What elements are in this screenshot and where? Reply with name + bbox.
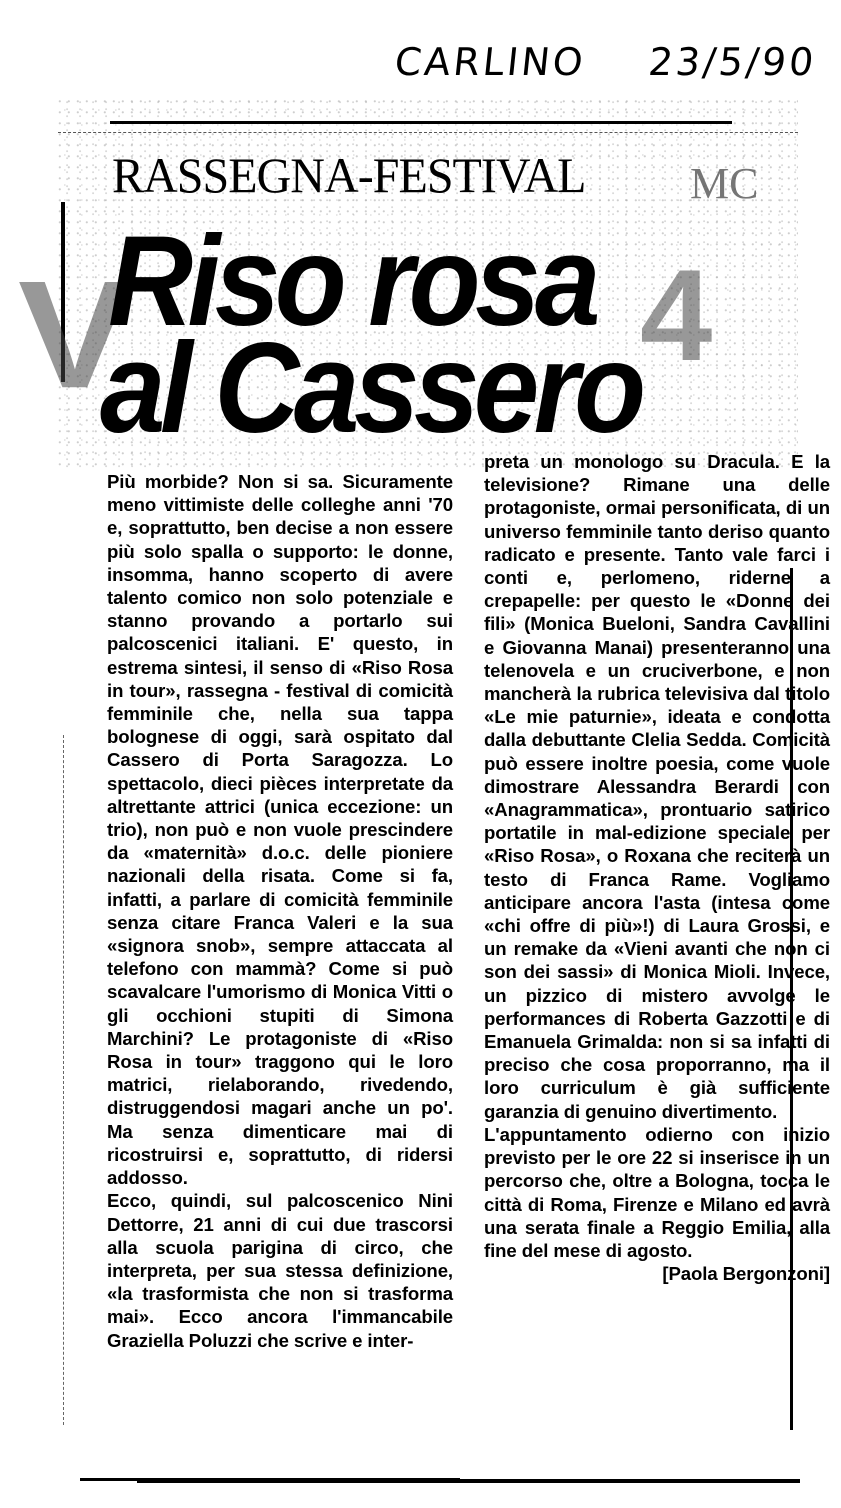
left-column-border [63,735,65,1425]
handwritten-date: 23/5/90 [646,40,819,84]
background-bleed-v: V [18,249,132,421]
top-rule-thin [58,132,798,134]
kicker-bleed-text: MC [690,159,759,208]
headline-line-1: Riso rosa [108,210,595,353]
paragraph: Ecco, quindi, sul palcoscenico Nini Dettorre, 21 anni di cui due trascorsi alla scuola parigina di circo, che interpreta, per sua stessa definizione, «la trasformista che non si trasforma mai». Ecco ancora l'immancabile Graziella Poluzzi che scrive e inter- [107,1190,453,1351]
handwritten-newspaper-name: CARLINO [392,40,588,84]
paragraph: preta un monologo su Dracula. E la televisione? Rimane una delle protagoniste, ormai personificata, di un universo femminile tanto deriso quanto radicato e presente. Tanto vale farci i conti e, perlomeno, riderne a crepapelle: per questo le «Donne dei fili» (Monica Bueloni, Sandra Cavallini e Giovanna Manai) presenteranno una telenovela e un cruciverbone, e non mancherà la rubrica televisiva dal titolo «Le mie paturnie», ideata e condotta dalla debuttante Clelia Sedda. Comicità può essere inoltre poesia, come vuole dimostrare Alessandra Berardi con «Anagrammatica», prontuario satirico portatile in mal-edizione speciale per «Riso Rosa», o Roxana che reciterà un testo di Franca Rame. Vogliamo anticipare ancora l'asta (intesa come «chi offre di più»!) di Laura Grossi, e un remake da «Vieni avanti che non ci son dei sassi» di Monica Mioli. Invece, un pizzico di mistero avvolge le performances di Roberta Gazzotti e di Emanuela Grimalda: non si sa infatti di preciso che cosa proporranno, ma il loro curriculum è già sufficiente garanzia di genuino divertimento. [484,451,830,1122]
paragraph: L'appuntamento odierno con inizio previsto per le ore 22 si inserisce in un percorso che, oltre a Bologna, tocca le città di Roma, Firenze e Milano ed avrà una serata finale a Reggio Emilia, alla fine del mese di agosto. [484,1123,830,1261]
article-column-right [484,450,830,1285]
article-column-left [107,470,453,1352]
headline-line-2: al Cassero [100,317,641,460]
byline: [Paola Bergonzoni] [662,1263,830,1285]
paragraph: Più morbide? Non si sa. Sicuramente meno vittimiste delle colleghe anni '70 e, soprattutto, ben decise a non essere più solo spalla o supporto: le donne, insomma, hanno scoperto di avere talento comico non solo potenziale e stanno provando a portarlo sui palcoscenici italiani. E' questo, in estrema sintesi, il senso di «Riso Rosa in tour», rassegna - festival di comicità femminile che, nella sua tappa bolognese di oggi, sarà ospitato dal Cassero di Porta Saragozza. Lo spettacolo, dieci pièces interpretate da altrettante attrici (unica eccezione: un trio), non può e non vuole prescindere da «maternità» d.o.c. delle pioniere nazionali della risata. Come si fa, infatti, a parlare di comicità femminile senza citare Franca Valeri e la sua «signora snob», sempre attaccata al telefono con mammà? Come si può scavalcare l'umorismo di Monica Vitti o gli occhioni stupiti di Simona Marchini? Le protagoniste di «Riso Rosa in tour» traggono qui le loro matrici, rielaborando, rivedendo, distruggendosi magari anche un po'. Ma senza dimenticare mai di ricostruirsi e, soprattutto, di ridersi addosso. [107,471,453,1189]
bottom-rule [137,1479,800,1483]
top-rule [110,121,732,124]
handwritten-source-note [393,40,819,84]
background-bleed-shape: 4 [640,242,713,388]
section-kicker: RASSEGNA-FESTIVAL [112,147,586,203]
